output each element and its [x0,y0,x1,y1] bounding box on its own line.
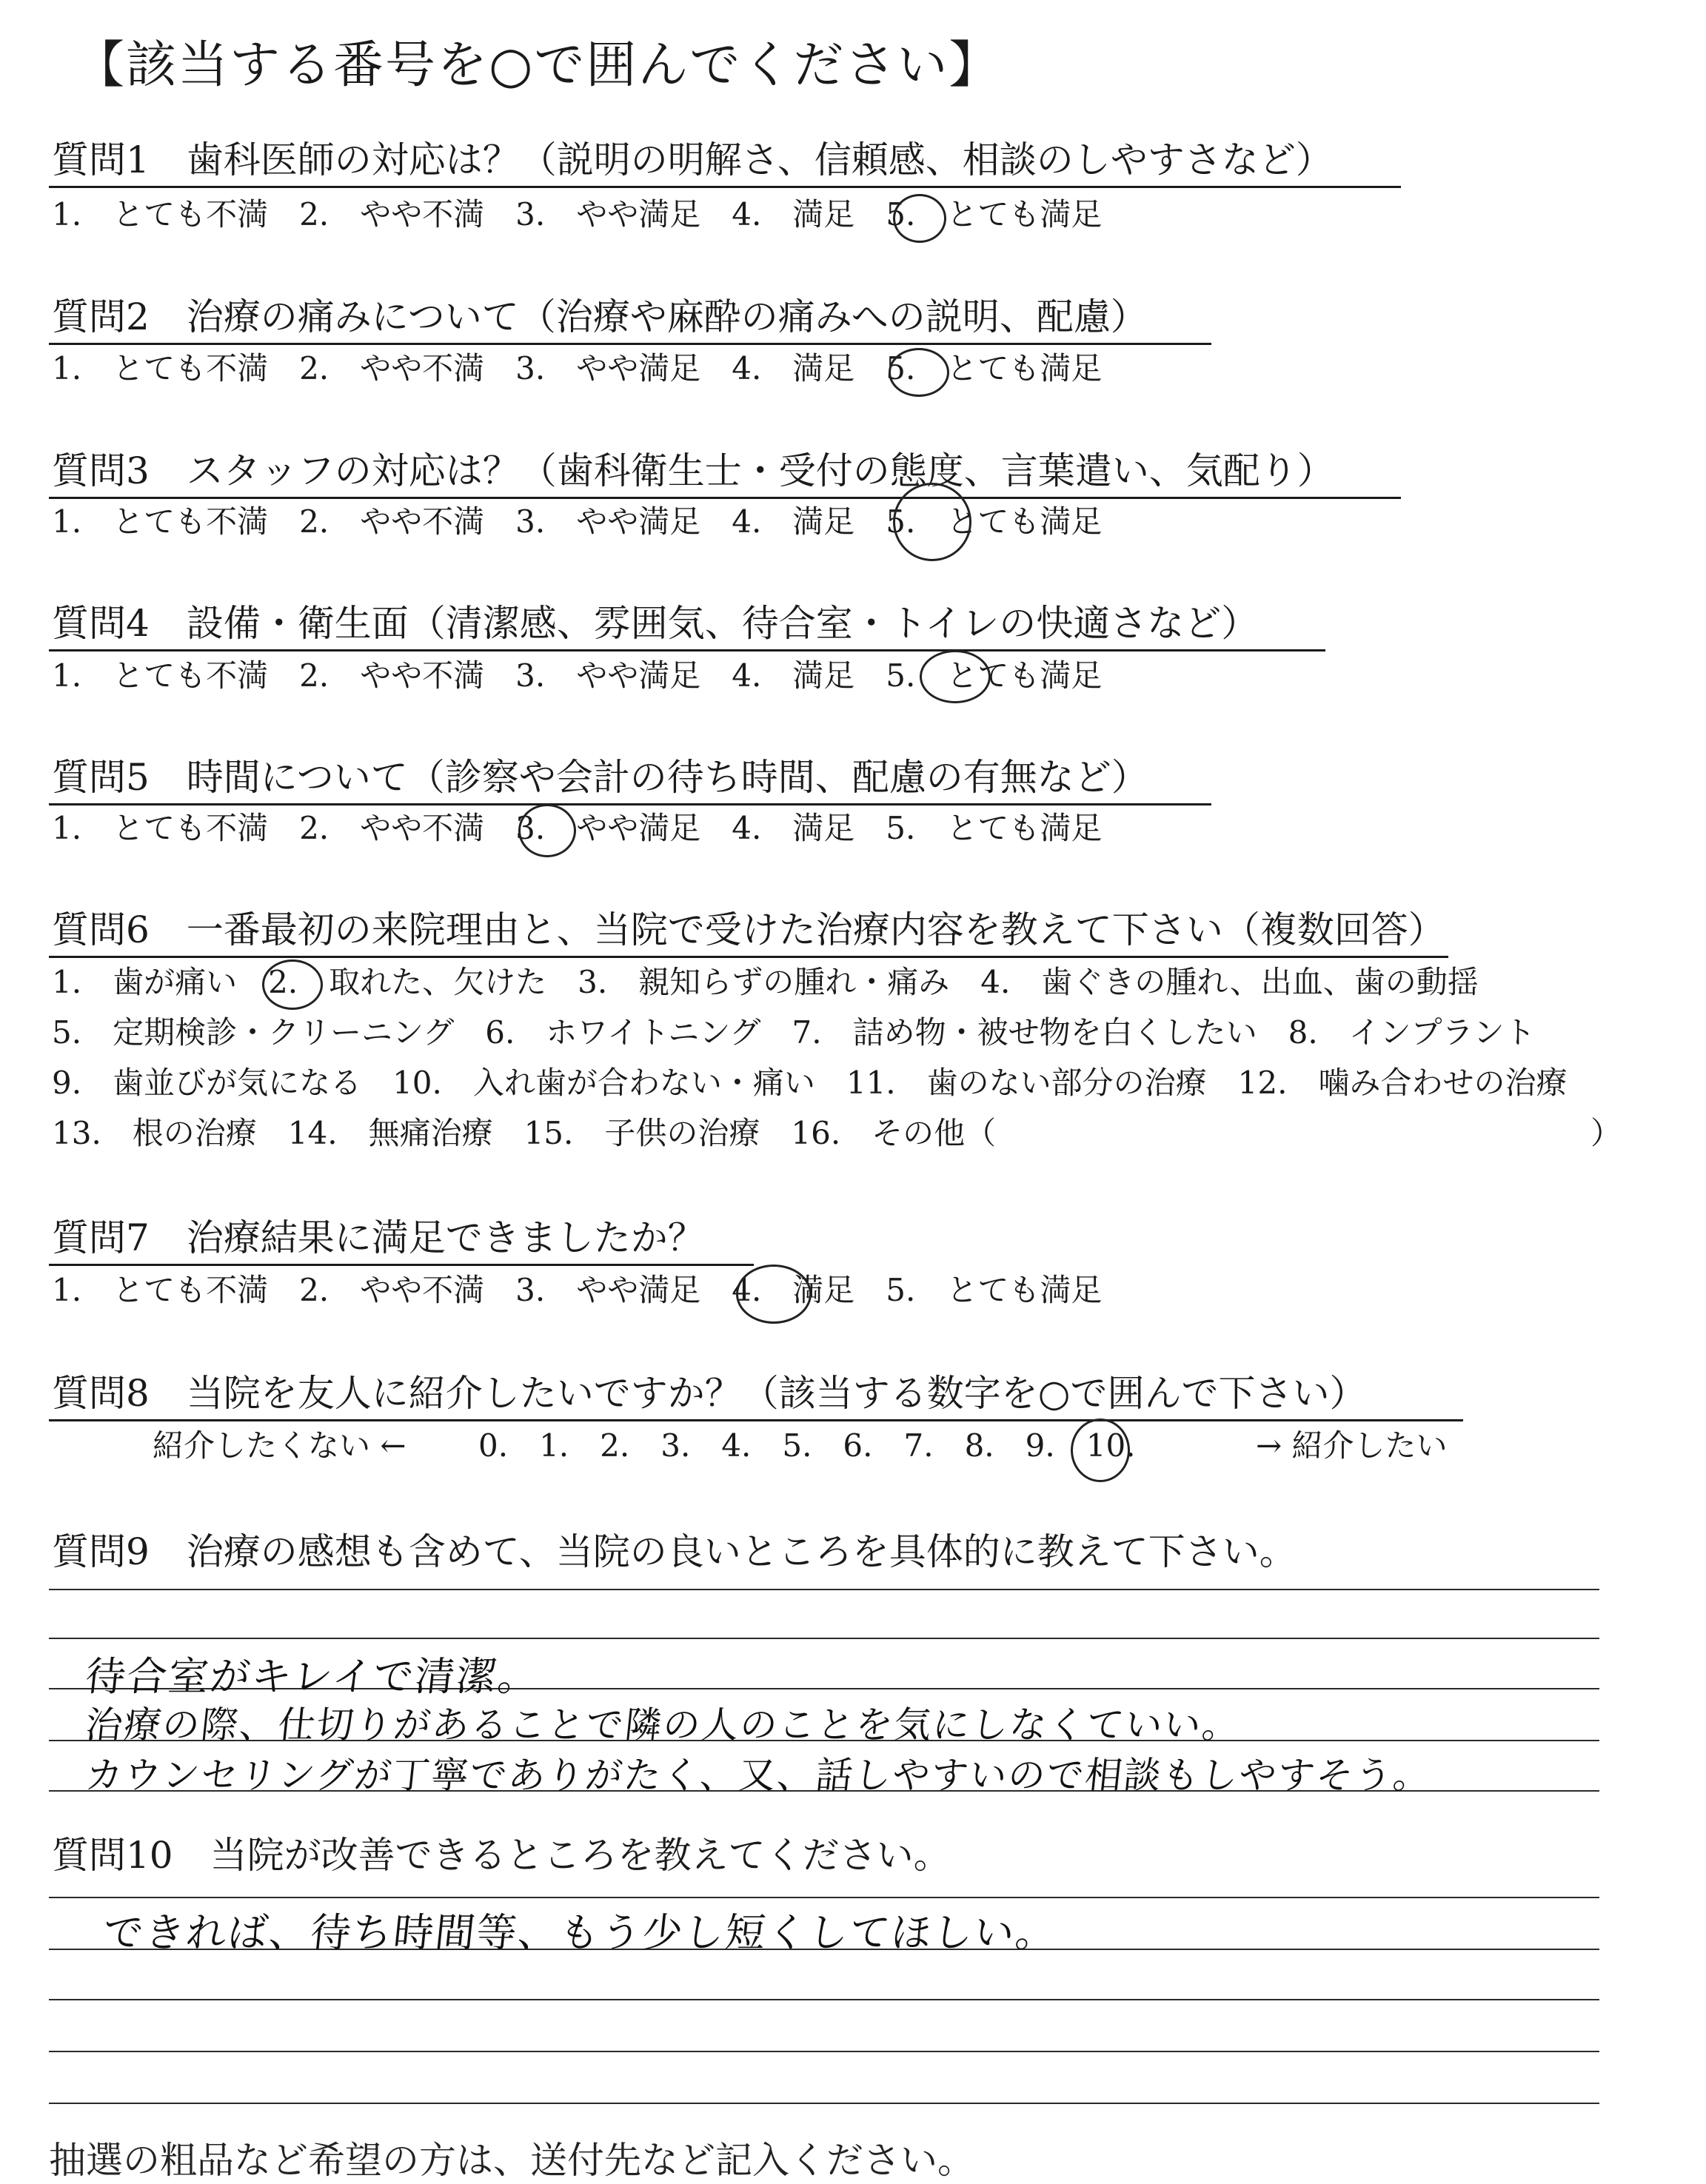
question-3-options: 1. とても不満 2. やや不満 3. やや満足 4. 満足 5. とても満足 [52,503,1103,540]
question-8-title: 質問8 当院を友人に紹介したいですか？（該当する数字を○で囲んで下さい） [52,1372,1367,1415]
question-6-underline [49,956,1448,958]
question-3-underline [49,497,1401,499]
question-9-answer-line-2: 治療の際、仕切りがあることで隣の人のことを気にしなくていい。 [83,1704,1243,1746]
question-2-underline [49,343,1211,345]
answer-line [49,2103,1599,2104]
question-6-options-line-4: 13. 根の治療 14. 無痛治療 15. 子供の治療 16. その他（ [52,1115,997,1151]
answer-line [49,1589,1599,1590]
question-1-answer-circle [893,194,946,243]
question-7-answer-circle [736,1264,812,1324]
question-4-title: 質問4 設備・衛生面（清潔感、雰囲気、待合室・トイレの快適さなど） [52,602,1259,645]
question-6-title: 質問6 一番最初の来院理由と、当院で受けた治療内容を教えて下さい（複数回答） [52,908,1445,951]
question-5-title: 質問5 時間について（診察や会計の待ち時間、配慮の有無など） [52,756,1148,799]
question-1-options: 1. とても不満 2. やや不満 3. やや満足 4. 満足 5. とても満足 [52,196,1103,232]
form-header: 【該当する番号を○で囲んでください】 [74,36,1001,95]
question-4-underline [49,649,1325,651]
question-1-underline [49,186,1401,188]
question-9-title: 質問9 治療の感想も含めて、当院の良いところを具体的に教えて下さい。 [52,1530,1297,1573]
question-4-answer-circle [920,650,991,703]
question-6-close-paren: ） [1590,1115,1622,1151]
question-7-underline [49,1264,754,1266]
question-6-options-line-1: 1. 歯が痛い 2. 取れた、欠けた 3. 親知らずの腫れ・痛み 4. 歯ぐきの腫れ、出血、歯の動揺 [52,964,1479,1000]
answer-line [49,1999,1599,2000]
question-6-answer-circle [262,959,323,1010]
question-3-title: 質問3 スタッフの対応は？（歯科衛生士・受付の態度、言葉遣い、気配り） [52,449,1334,492]
answer-line [49,1638,1599,1639]
footer-note-cut: 抽選の粗品など希望の方は、送付先など記入ください。 [49,2139,974,2182]
question-4-options: 1. とても不満 2. やや不満 3. やや満足 4. 満足 5. とても満足 [52,657,1103,694]
question-6-options-line-3: 9. 歯並びが気になる 10. 入れ歯が合わない・痛い 11. 歯のない部分の治療 12. 噛み合わせの治療 [52,1065,1568,1101]
question-7-title: 質問7 治療結果に満足できましたか？ [52,1216,705,1259]
question-2-title: 質問2 治療の痛みについて（治療や麻酔の痛みへの説明、配慮） [52,295,1148,338]
answer-line [49,2051,1599,2052]
question-8-scale: 0. 1. 2. 3. 4. 5. 6. 7. 8. 9. 10. [478,1427,1136,1464]
question-6-options-line-2: 5. 定期検診・クリーニング 6. ホワイトニング 7. 詰め物・被せ物を白くしたい 8. インプラント [52,1014,1536,1051]
question-7-options: 1. とても不満 2. やや不満 3. やや満足 4. 満足 5. とても満足 [52,1272,1103,1308]
question-8-underline [49,1419,1463,1421]
question-5-underline [49,803,1211,805]
question-10-answer-line-1: できれば、待ち時間等、もう少し短くしてほしい。 [101,1909,1060,1956]
question-9-answer-line-1: 待合室がキレイで清潔。 [83,1653,542,1700]
answer-line [49,1897,1599,1898]
question-10-title: 質問10 当院が改善できるところを教えてください。 [52,1834,951,1877]
question-1-title: 質問1 歯科医師の対応は？（説明の明解さ、信頼感、相談のしやすさなど） [52,138,1333,181]
question-5-options: 1. とても不満 2. やや不満 3. やや満足 4. 満足 5. とても満足 [52,810,1103,846]
question-8-scale-left: 紹介したくない ← [153,1427,407,1464]
question-8-scale-right: → 紹介したい [1256,1427,1448,1464]
question-5-answer-circle [518,804,576,857]
question-9-answer-line-3: カウンセリングが丁寧でありがたく、又、話しやすいので相談もしやすそう。 [83,1754,1434,1797]
question-8-answer-circle [1071,1418,1130,1482]
question-3-answer-circle [893,483,971,561]
question-2-options: 1. とても不満 2. やや不満 3. やや満足 4. 満足 5. とても満足 [52,350,1103,386]
question-2-answer-circle [889,348,949,397]
